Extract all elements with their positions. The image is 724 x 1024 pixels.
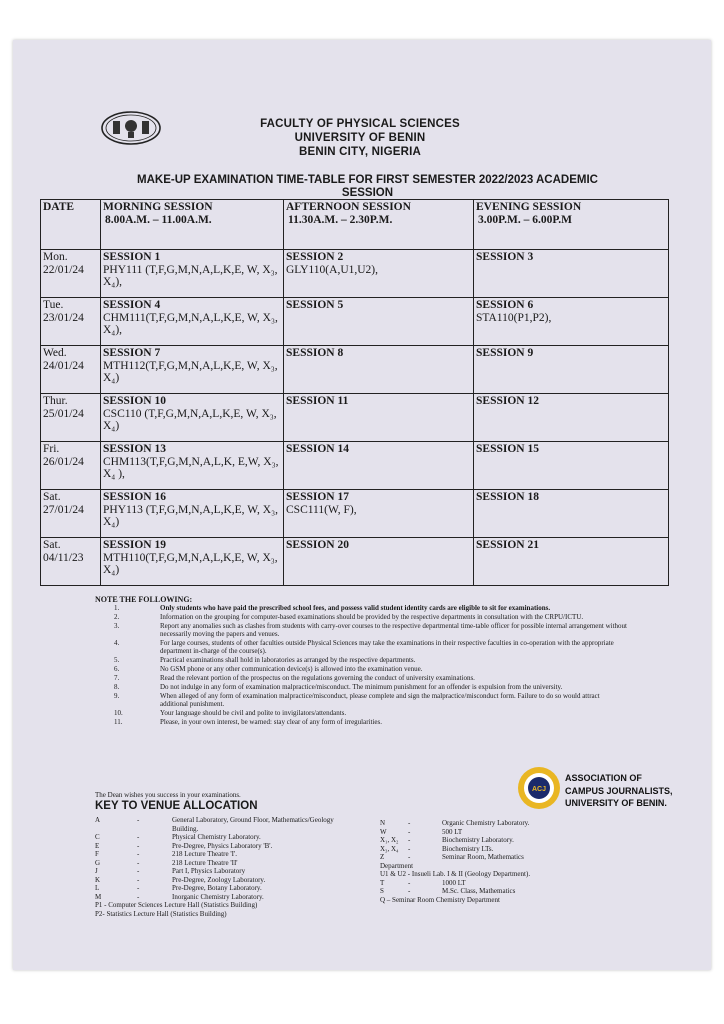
- morning-cell: SESSION 10 CSC110 (T,F,G,M,N,A,L,K,E, W, X₃, X₄): [101, 394, 284, 442]
- list-item: E - Pre-Degree, Physics Laboratory 'B'.: [95, 841, 273, 850]
- table-row: [41, 250, 669, 298]
- notes-heading: NOTE THE FOLLOWING:: [95, 595, 193, 604]
- list-item: X₃, X₄ - Biochemistry LTs.: [380, 844, 494, 853]
- list-item: F - 218 Lecture Theatre 'I'.: [95, 850, 237, 858]
- date-column-header: DATE: [41, 200, 101, 250]
- dean-wishes: The Dean wishes you success in your examinations.: [95, 791, 241, 799]
- acj-watermark: [565, 772, 673, 810]
- list-item: T - 1000 LT: [380, 878, 466, 887]
- timetable-title-session: SESSION: [341, 187, 394, 199]
- morning-cell: SESSION 13 CHM113(T,F,G,M,N,A,L,K, E,W, X₃, X₄ ),: [101, 442, 284, 490]
- list-item: 8. Do not indulge in any form of examination malpractice/misconduct. The minimum punishment for an offender is expulsion from the university.: [114, 683, 563, 691]
- afternoon-cell: SESSION 17 CSC111(W, F),: [284, 490, 474, 538]
- morning-cell: SESSION 7 MTH112(T,F,G,M,N,A,L,K,E, W, X₃, X₄): [101, 346, 284, 394]
- afternoon-cell: SESSION 14: [284, 442, 474, 490]
- list-item: 1. Only students who have paid the prescribed school fees, and possess valid student identity cards are eligible to sit for examinations.: [114, 604, 551, 612]
- afternoon-column-header: AFTERNOON SESSION 11.30A.M. – 2.30P.M.: [284, 200, 474, 250]
- evening-column-header: EVENING SESSION 3.00P.M. – 6.00P.M: [474, 200, 669, 250]
- list-item: Z - Seminar Room, Mathematics: [380, 853, 524, 861]
- list-item: G - 218 Lecture Theatre 'II': [95, 858, 238, 867]
- afternoon-cell: SESSION 8: [284, 346, 474, 394]
- list-item: 6. No GSM phone or any other communication device(s) is allowed into the examination venue.: [114, 665, 423, 673]
- list-item: K - Pre-Degree, Zoology Laboratory.: [95, 875, 266, 884]
- date-cell: Fri. 26/01/24: [41, 442, 101, 490]
- list-item: Q – Seminar Room Chemistry Department: [380, 895, 500, 904]
- exam-timetable: [40, 199, 669, 586]
- date-cell: Sat. 27/01/24: [41, 490, 101, 538]
- list-item: 2. Information on the grouping for computer-based examinations should be provided by the respective departments in consultation with the CRPU/ICTU.: [114, 613, 584, 621]
- morning-column-header: MORNING SESSION 8.00A.M. – 11.00A.M.: [101, 200, 284, 250]
- list-item: M - Inorganic Chemistry Laboratory.: [95, 892, 264, 901]
- table-row: [41, 538, 669, 586]
- evening-cell: SESSION 12: [474, 394, 669, 442]
- date-cell: Wed. 24/01/24: [41, 346, 101, 394]
- date-cell: Mon. 22/01/24: [41, 250, 101, 298]
- list-item: 4. For large courses, students of other faculties outside Physical Sciences may take the examinations in their respective faculties in co-operation with the appropriate department in-charge of the course(s).: [114, 639, 614, 655]
- morning-cell: SESSION 4 CHM111(T,F,G,M,N,A,L,K,E, W, X₃, X₄),: [101, 298, 284, 346]
- list-item: W - 500 LT: [380, 827, 463, 836]
- university-crest-icon: [100, 110, 162, 146]
- faculty-name: FACULTY OF PHYSICAL SCIENCES: [260, 118, 460, 130]
- notes-list: [108, 604, 628, 727]
- date-cell: Sat. 04/11/23: [41, 538, 101, 586]
- date-cell: Tue. 23/01/24: [41, 298, 101, 346]
- university-city: BENIN CITY, NIGERIA: [298, 146, 421, 158]
- afternoon-cell: SESSION 2 GLY110(A,U1,U2),: [284, 250, 474, 298]
- list-item: Department: [380, 861, 414, 870]
- acj-line: ASSOCIATION OF: [565, 773, 642, 783]
- list-item: 10. Your language should be civil and polite to invigilators/attendants.: [114, 709, 347, 717]
- evening-cell: SESSION 3: [474, 250, 669, 298]
- table-row: [41, 490, 669, 538]
- list-item: A - General Laboratory, Ground Floor, Mathematics/Geology Building.: [95, 816, 334, 833]
- evening-cell: SESSION 9: [474, 346, 669, 394]
- afternoon-cell: SESSION 5: [284, 298, 474, 346]
- timetable-title: MAKE-UP EXAMINATION TIME-TABLE FOR FIRST SEMESTER 2022/2023 ACADEMIC: [137, 174, 598, 186]
- morning-cell: SESSION 16 PHY113 (T,F,G,M,N,A,L,K,E, W, X₃, X₄): [101, 490, 284, 538]
- acj-logo-text: ACJ: [531, 786, 547, 793]
- evening-cell: SESSION 21: [474, 538, 669, 586]
- morning-cell: SESSION 19 MTH110(T,F,G,M,N,A,L,K,E, W, X₃, X₄): [101, 538, 284, 586]
- list-item: L - Pre-Degree, Botany Laboratory.: [95, 884, 262, 892]
- afternoon-cell: SESSION 11: [284, 394, 474, 442]
- acj-line: UNIVERSITY OF BENIN.: [565, 798, 667, 808]
- table-row: [41, 298, 669, 346]
- table-row: [41, 346, 669, 394]
- evening-cell: SESSION 6 STA110(P1,P2),: [474, 298, 669, 346]
- list-item: N - Organic Chemistry Laboratory.: [380, 819, 530, 827]
- venue-key-left: [95, 816, 335, 918]
- list-item: S - M.Sc. Class, Mathematics: [380, 887, 516, 895]
- evening-cell: SESSION 15: [474, 442, 669, 490]
- date-cell: Thur. 25/01/24: [41, 394, 101, 442]
- list-item: 5. Practical examinations shall hold in laboratories as arranged by the respective departments.: [114, 656, 416, 664]
- table-row: [41, 394, 669, 442]
- university-name: UNIVERSITY OF BENIN: [294, 132, 426, 144]
- morning-cell: SESSION 1 PHY111 (T,F,G,M,N,A,L,K,E, W, X₃, X₄),: [101, 250, 284, 298]
- venue-key-heading: KEY TO VENUE ALLOCATION: [95, 800, 258, 812]
- list-item: J - Part I, Physics Laboratory: [95, 867, 246, 875]
- acj-logo-icon: [517, 766, 561, 810]
- list-item: 11. Please, in your own interest, be warned: stay clear of any form of irregularities.: [114, 718, 382, 726]
- list-item: U1 & U2 - Insueli Lab. I & II (Geology Department).: [380, 870, 531, 878]
- venue-key-right: [380, 819, 620, 904]
- table-header-row: [41, 200, 669, 250]
- afternoon-cell: SESSION 20: [284, 538, 474, 586]
- list-item: P2- Statistics Lecture Hall (Statistics Building): [95, 909, 227, 918]
- evening-cell: SESSION 18: [474, 490, 669, 538]
- list-item: 7. Read the relevant portion of the prospectus on the regulations governing the conduct of university examinations.: [114, 674, 475, 682]
- table-row: [41, 442, 669, 490]
- list-item: X₁, X₂ - Biochemistry Laboratory.: [380, 836, 514, 844]
- list-item: 9. When alleged of any form of examination malpractice/misconduct, please complete and sign the malpractice/misconduct form. Failure to do so would attract additional punishment.: [114, 692, 600, 708]
- list-item: C - Physical Chemistry Laboratory.: [95, 833, 261, 841]
- list-item: 3. Report any anomalies such as clashes from students with carry-over courses to the respective departmental time-table officer for possible internal arrangement without necessarily moving the papers and venues.: [114, 622, 627, 638]
- list-item: P1 - Computer Sciences Lecture Hall (Statistics Building): [95, 901, 258, 909]
- acj-line: CAMPUS JOURNALISTS,: [565, 785, 673, 796]
